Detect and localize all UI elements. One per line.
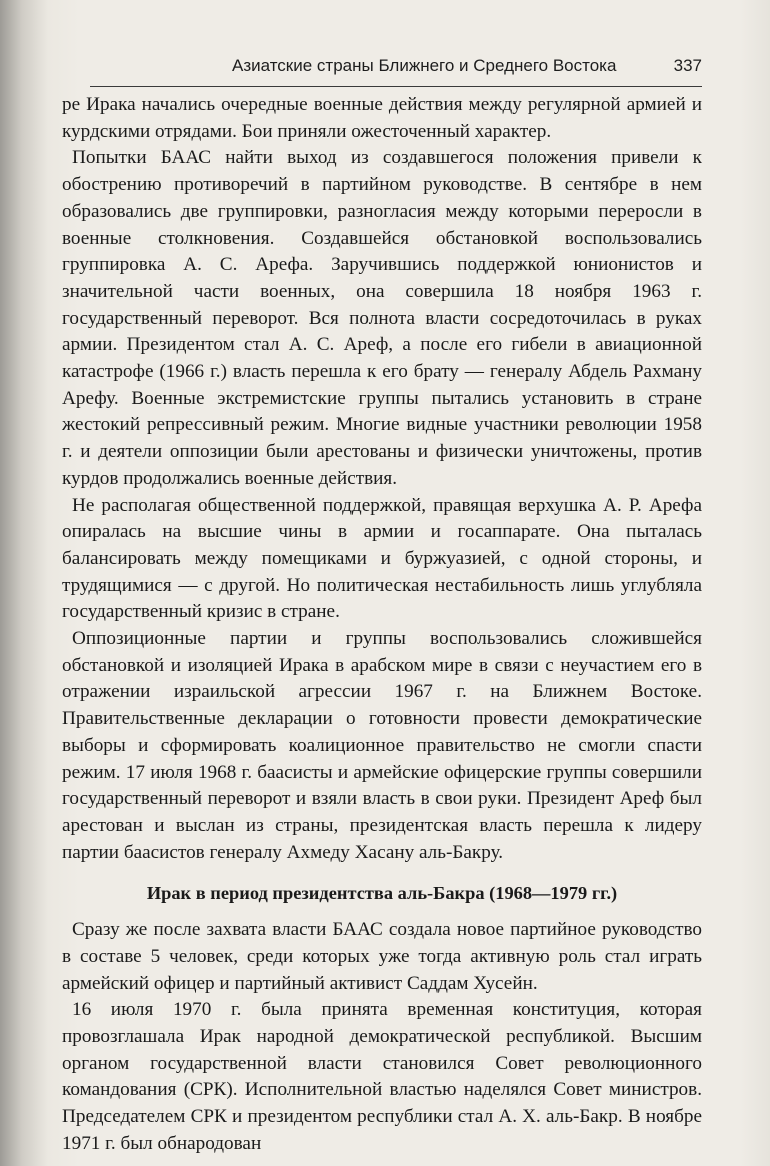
paragraph: ре Ирака начались очередные военные действия между регулярной армией и курдскими отрядами. Бои приняли ожесточенный характер. [62, 94, 702, 142]
page-number: 337 [673, 56, 702, 75]
paragraph: 16 июля 1970 г. была принята временная конституция, которая провозглашала Ирак народной демократической республикой. Высшим органом государственной власти становился Совет революционного командования (СРК). Исполнительной властью наделялся Совет министров. Председателем СРК и президентом республики стал А. Х. аль-Бакр. В ноябре 1971 г. был обнародован [62, 999, 702, 1154]
paragraph: Сразу же после захвата власти БААС создала новое партийное руководство в составе 5 человек, среди которых уже тогда активную роль стал играть армейский офицер и партийный активист Саддам Хусейн. [62, 919, 702, 994]
header-rule [90, 86, 702, 87]
paragraph: Оппозиционные партии и группы воспользовались сложившейся обстановкой и изоляцией Ирака в арабском мире в связи с неучастием его в отражении израильской агрессии 1967 г. на Ближнем Востоке. Правительственные декларации о готовности провести демократические выборы и сформировать коалиционное правительство не смогли спасти режим. 17 июля 1968 г. баасисты и армейские офицерские группы совершили государственный переворот и взяли власть в свои руки. Президент Ареф был арестован и выслан из страны, президентская власть перешла к лидеру партии баасистов генералу Ахмеду Хасану аль-Бакру. [62, 628, 702, 863]
paragraph: Не располагая общественной поддержкой, правящая верхушка А. Р. Арефа опиралась на высшие чины в армии и госаппарате. Она пыталась балансировать между помещиками и буржуазией, с одной стороны, и трудящимися — с другой. Но политическая нестабильность лишь углубляла государственный кризис в стране. [62, 494, 702, 623]
paragraph: Попытки БААС найти выход из создавшегося положения привели к обострению противоречий в партийном руководстве. В сентябре в нем образовались две группировки, разногласия между которыми переросли в военные столкновения. Создавшейся обстановкой воспользовались группировка А. С. Арефа. Заручившись поддержкой юнионистов и значительной части военных, она совершила 18 ноября 1963 г. государственный переворот. Вся полнота власти сосредоточилась в руках армии. Президентом стал А. С. Ареф, а после его гибели в авиационной катастрофе (1966 г.) власть перешла к его брату — генералу Абдель Рахману Арефу. Военные экстремистские группы пытались установить в стране жестокий репрессивный режим. Многие видные участники революции 1958 г. и деятели оппозиции были арестованы и физически уничтожены, против курдов продолжались военные действия. [62, 147, 702, 489]
header-title: Азиатские страны Ближнего и Среднего Востока [232, 56, 617, 75]
running-header [232, 56, 702, 82]
section-heading: Ирак в период президентства аль-Бакра (1968—1979 гг.) [146, 883, 618, 904]
body-text [62, 92, 702, 1157]
